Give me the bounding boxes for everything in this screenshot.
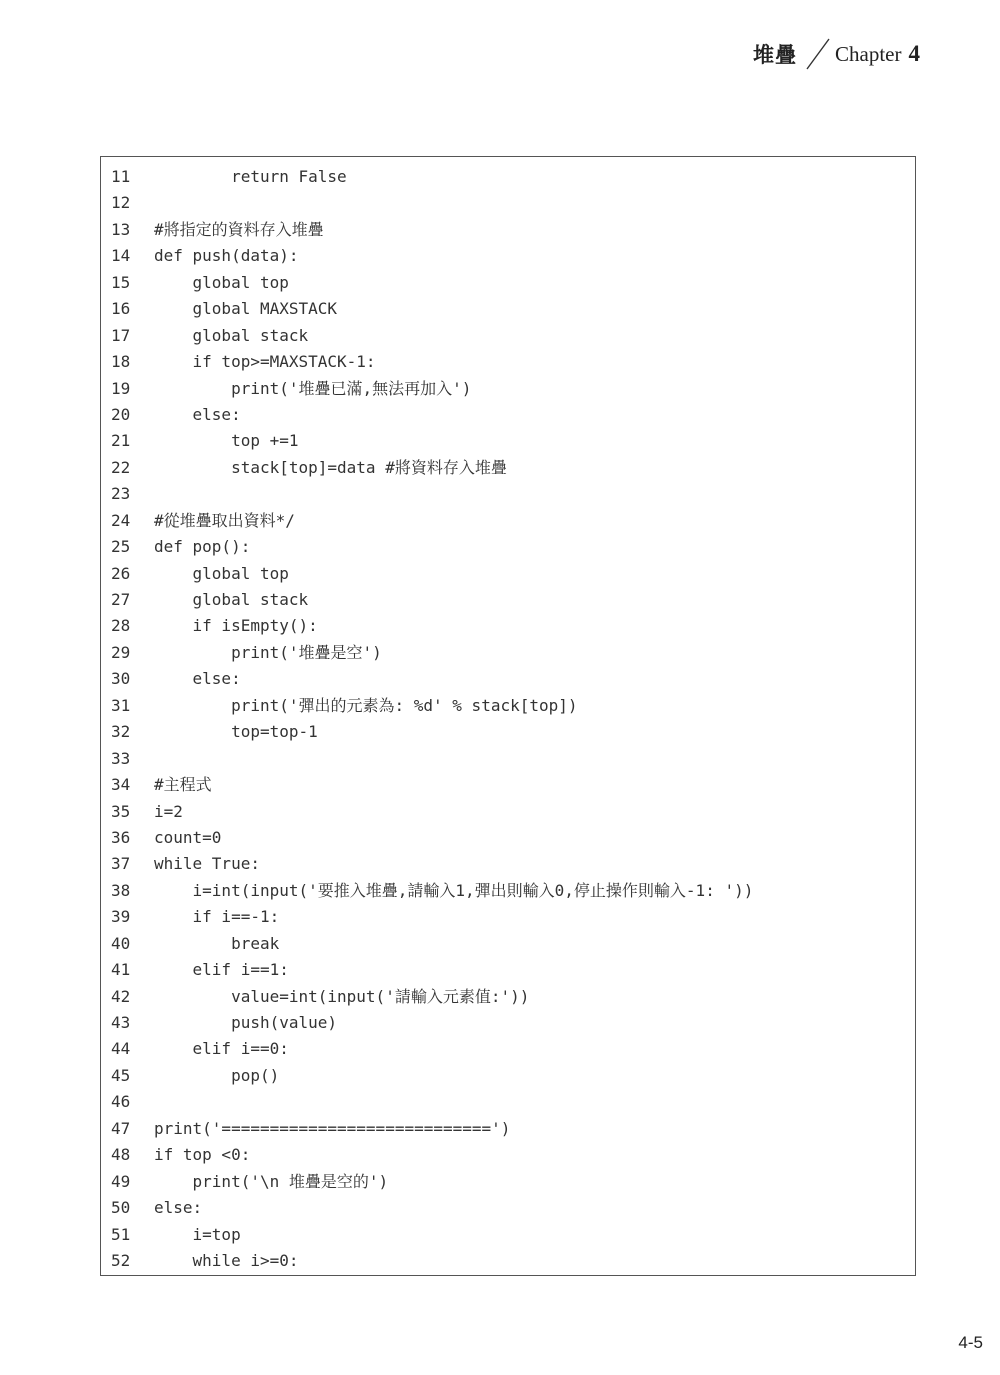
line-code: stack[top]=data #將資料存入堆疊 [154, 457, 507, 477]
line-code: print('\n 堆疊是空的') [154, 1171, 389, 1191]
chapter-label: Chapter [835, 41, 902, 66]
line-code: print('堆疊已滿,無法再加入') [154, 378, 472, 398]
code-line [101, 1116, 915, 1142]
line-code: if isEmpty(): [154, 616, 318, 636]
line-number: 52 [111, 1250, 131, 1270]
line-number: 24 [111, 510, 131, 530]
chapter-number: 4 [908, 41, 920, 66]
chapter-topic: 堆疊 [753, 43, 798, 67]
code-line [101, 1248, 915, 1274]
line-code [154, 746, 915, 772]
line-code: i=int(input('要推入堆疊,請輸入1,彈出則輸入0,停止操作則輸入-1: ')) [154, 880, 754, 900]
code-line [101, 428, 915, 454]
line-code: def pop(): [154, 537, 251, 557]
code-line [101, 296, 915, 322]
code-line [101, 772, 915, 798]
line-code [154, 190, 915, 216]
code-line [101, 825, 915, 851]
line-code: elif i==0: [154, 1039, 289, 1059]
line-code: else: [154, 669, 241, 689]
line-number: 49 [111, 1171, 131, 1191]
code-line [101, 270, 915, 296]
line-number: 33 [111, 748, 131, 768]
code-line [101, 984, 915, 1010]
line-code: break [154, 933, 280, 953]
line-code: #從堆疊取出資料*/ [154, 510, 295, 530]
line-code: top=top-1 [154, 722, 318, 742]
line-number: 36 [111, 827, 131, 847]
line-code: else: [154, 1198, 203, 1218]
line-code: global top [154, 563, 289, 583]
code-line [101, 719, 915, 745]
line-number: 18 [111, 352, 131, 372]
line-number: 11 [111, 167, 131, 186]
code-line [101, 799, 915, 825]
line-number: 46 [111, 1092, 131, 1112]
line-code: print('堆疊是空') [154, 642, 382, 662]
line-code: #將指定的資料存入堆疊 [154, 219, 324, 239]
code-line [101, 1010, 915, 1036]
line-number: 28 [111, 616, 131, 636]
line-code: count=0 [154, 827, 222, 847]
line-number: 51 [111, 1224, 131, 1244]
chapter-header [753, 36, 920, 72]
line-number: 38 [111, 880, 131, 900]
line-code: #主程式 [154, 775, 212, 795]
line-number: 35 [111, 801, 131, 821]
code-line [101, 376, 915, 402]
code-line [101, 1169, 915, 1195]
code-line [101, 190, 915, 216]
code-line [101, 164, 915, 190]
line-code: while i>=0: [154, 1250, 299, 1270]
line-number: 23 [111, 484, 131, 504]
line-number: 43 [111, 1013, 131, 1032]
page-number: 4-5 [958, 1333, 983, 1352]
line-number: 44 [111, 1039, 131, 1059]
code-line [101, 1089, 915, 1115]
line-number: 31 [111, 695, 131, 715]
code-line [101, 243, 915, 269]
line-code: print('彈出的元素為: %d' % stack[top]) [154, 695, 578, 715]
line-code: elif i==1: [154, 960, 289, 980]
line-number: 47 [111, 1118, 131, 1138]
line-number: 21 [111, 431, 131, 451]
line-code: push(value) [154, 1013, 338, 1032]
line-number: 48 [111, 1145, 131, 1165]
code-line [101, 534, 915, 560]
line-number: 26 [111, 563, 131, 583]
line-code: global MAXSTACK [154, 299, 338, 319]
line-number: 13 [111, 219, 131, 239]
line-code: if top <0: [154, 1145, 251, 1165]
code-line [101, 1142, 915, 1168]
line-number: 50 [111, 1198, 131, 1218]
code-line [101, 1222, 915, 1248]
code-line [101, 613, 915, 639]
line-number: 12 [111, 193, 131, 213]
line-number: 16 [111, 299, 131, 319]
slash-divider-icon [805, 37, 831, 71]
code-line [101, 1036, 915, 1062]
code-line [101, 217, 915, 243]
code-line [101, 878, 915, 904]
line-number: 34 [111, 775, 131, 795]
line-code: i=top [154, 1224, 241, 1244]
line-code: top +=1 [154, 431, 299, 451]
line-code: i=2 [154, 801, 183, 821]
code-line [101, 323, 915, 349]
code-line [101, 666, 915, 692]
code-line [101, 931, 915, 957]
line-code [154, 481, 915, 507]
code-line [101, 481, 915, 507]
line-number: 14 [111, 246, 131, 266]
line-code: def push(data): [154, 246, 299, 266]
code-line [101, 455, 915, 481]
line-number: 22 [111, 457, 131, 477]
code-line [101, 851, 915, 877]
line-number: 32 [111, 722, 131, 742]
line-number: 37 [111, 854, 131, 874]
code-listing [100, 156, 916, 1276]
line-number: 45 [111, 1065, 131, 1085]
line-number: 29 [111, 642, 131, 662]
line-number: 41 [111, 960, 131, 980]
code-line [101, 402, 915, 428]
line-code: global top [154, 272, 289, 292]
code-line [101, 957, 915, 983]
line-number: 15 [111, 272, 131, 292]
line-code: global stack [154, 325, 309, 345]
line-code: if top>=MAXSTACK-1: [154, 352, 376, 372]
line-code [154, 1089, 915, 1115]
line-code: pop() [154, 1065, 280, 1085]
code-line [101, 508, 915, 534]
code-line [101, 349, 915, 375]
code-line [101, 1195, 915, 1221]
line-number: 27 [111, 590, 131, 609]
code-line [101, 587, 915, 613]
line-code: value=int(input('請輸入元素值:')) [154, 986, 530, 1006]
line-number: 19 [111, 378, 131, 398]
line-code: global stack [154, 590, 309, 609]
line-number: 17 [111, 325, 131, 345]
line-number: 20 [111, 404, 131, 424]
line-code: print('============================') [154, 1118, 511, 1138]
code-line [101, 561, 915, 587]
code-line [101, 640, 915, 666]
code-line [101, 693, 915, 719]
line-number: 39 [111, 907, 131, 927]
code-line [101, 746, 915, 772]
line-code: return False [154, 167, 347, 186]
code-line [101, 1063, 915, 1089]
code-line [101, 904, 915, 930]
line-code: else: [154, 404, 241, 424]
line-code: while True: [154, 854, 260, 874]
line-number: 30 [111, 669, 131, 689]
line-number: 42 [111, 986, 131, 1006]
line-number: 40 [111, 933, 131, 953]
line-code: if i==-1: [154, 907, 280, 927]
line-number: 25 [111, 537, 131, 557]
